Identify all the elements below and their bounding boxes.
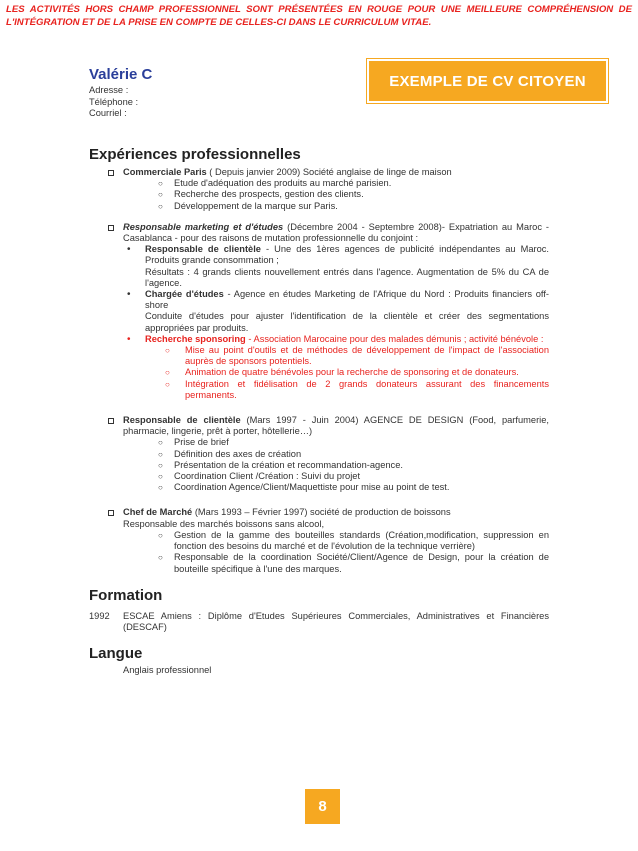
job-scope: Responsable des marchés boissons sans alcool, [123, 518, 325, 529]
formation-entry [89, 611, 549, 633]
list-item: ○ Responsable de la coordination Société/Client/Agence de Design, pour la création de bouteille spécifique à l'une des marques. [158, 552, 549, 574]
list-item: • Recherche sponsoring - Association Marocaine pour des malades démunis ; activité bénévole : ○ Mise au point d'outils et de méthodes de développement de l'impact de l'association auprès de sponsors potentiels. ○ Animation de quatre bénévoles pour la recherche de sponsoring et de donateurs. ○ Intégration et fidélisation de 2 grands donateurs assurant des financements permanents. [127, 333, 549, 400]
list-item: • Chargée d'études - Agence en études Marketing de l'Afrique du Nord : Produits financiers off-shore Conduite d'études pour ajuster l'identification de la clientèle et créer des segmentations appropriées par produits. [127, 289, 549, 333]
circle-bullet-icon: ○ [165, 368, 170, 378]
list-item: ○ Coordination Client /Création : Suivi du projet [158, 471, 361, 482]
list-item: • Responsable de clientèle - Une des 1ères agences de publicité indépendantes au Maroc. Produits grande consommation ; Résultats : 4 grands clients nouvellement entrés dans l'agence. Augmentation de 5% du CA de l'agence. [127, 244, 549, 288]
dot-bullet-icon: • [127, 244, 131, 256]
contact-block [89, 85, 138, 120]
circle-bullet-icon: ○ [158, 438, 163, 448]
job-title: Responsable de clientèle [123, 415, 241, 426]
circle-bullet-icon: ○ [158, 449, 163, 459]
square-bullet-icon [108, 510, 114, 516]
list-item: ○ Mise au point d'outils et de méthodes de développement de l'impact de l'association auprès de sponsors potentiels. [165, 345, 549, 367]
circle-bullet-icon: ○ [158, 190, 163, 200]
job-title: Commerciale Paris [123, 167, 207, 177]
job-title: Chef de Marché [123, 507, 193, 518]
dot-bullet-icon: • [127, 289, 131, 301]
list-item: ○ Définition des axes de création [158, 448, 302, 459]
circle-bullet-icon: ○ [158, 472, 163, 482]
contact-address: Adresse : [89, 85, 129, 95]
circle-bullet-icon: ○ [158, 179, 163, 189]
job-entry [89, 167, 549, 212]
contact-email: Courriel : [89, 108, 127, 118]
list-item: ○ Présentation de la création et recommandation-agence. [158, 459, 403, 470]
circle-bullet-icon: ○ [165, 346, 170, 356]
job-tasks [123, 178, 549, 212]
list-item: ○ Animation de quatre bénévoles pour la recherche de sponsoring et de donateurs. [165, 367, 519, 378]
job-description: (Décembre 2004 - Septembre 2008)- Expatriation au Maroc - Casablanca - pour des raisons de mutation professionnelle du conjoint : [123, 221, 550, 244]
page-number-badge: 8 [305, 789, 340, 824]
language-heading: Langue [89, 645, 143, 663]
job-description: ( Depuis janvier 2009) Société anglaise de linge de maison [206, 167, 452, 177]
formation-section [89, 587, 549, 633]
square-bullet-icon [108, 418, 114, 424]
list-item: ○ Coordination Agence/Client/Maquettiste pour mise au point de test. [158, 482, 450, 493]
job-description: (Mars 1993 – Février 1997) société de production de boissons [192, 507, 451, 518]
job-description: (Mars 1997 - Juin 2004) AGENCE DE DESIGN (Food, parfumerie, pharmacie, lingerie, prêt à porter, hôtellerie…) [123, 415, 549, 437]
formation-year: 1992 [89, 610, 110, 621]
list-item: ○ Recherche des prospects, gestion des clients. [158, 189, 364, 200]
job-title: Responsable marketing et d'études [123, 221, 284, 232]
circle-bullet-icon: ○ [158, 201, 163, 211]
list-item: ○ Développement de la marque sur Paris. [158, 200, 338, 211]
candidate-name: Valérie C [89, 66, 153, 83]
language-section [89, 645, 549, 676]
job-tasks [123, 437, 549, 493]
cv-example-banner: EXEMPLE DE CV CITOYEN [367, 59, 608, 103]
job-tasks [123, 530, 549, 575]
circle-bullet-icon: ○ [158, 483, 163, 493]
volunteer-tasks [145, 345, 549, 401]
language-text: Anglais professionnel [123, 665, 212, 676]
job-entry [89, 507, 549, 574]
formation-text: ESCAE Amiens : Diplôme d'Etudes Supérieures Commerciales, Administratives et Financières (DESCAF) [123, 610, 549, 632]
square-bullet-icon [108, 170, 114, 176]
list-item: ○ Etude d'adéquation des produits au marché parisien. [158, 178, 392, 189]
formation-heading: Formation [89, 586, 163, 604]
contact-phone: Téléphone : [89, 96, 139, 107]
list-item: ○ Gestion de la gamme des bouteilles standards (Création,modification, suppression en fonction des besoins du marché et de l'évolution de la technique verrière) [158, 529, 549, 552]
square-bullet-icon [108, 225, 114, 231]
cv-body [89, 146, 549, 676]
circle-bullet-icon: ○ [165, 379, 170, 389]
dot-bullet-icon: • [127, 333, 131, 345]
list-item: ○ Prise de brief [158, 437, 229, 448]
role-extra: Conduite d'études pour ajuster l'identification de la clientèle et créer des segmentations appropriées par produits. [145, 311, 549, 333]
header-note: LES ACTIVITÉS HORS CHAMP PROFESSIONNEL SONT PRÉSENTÉES EN ROUGE POUR UNE MEILLEURE COMPRÉHENSION DE L'INTÉGRATION ET DE LA PRISE EN COMPTE DE CELLES-CI DANS LE CURRICULUM VITAE. [6, 4, 632, 28]
job-entry [89, 415, 549, 493]
circle-bullet-icon: ○ [158, 530, 163, 540]
role-results: Résultats : 4 grands clients nouvellement entrés dans l'agence. Augmentation de 5% du CA de l'agence. [145, 266, 549, 288]
role-list [123, 244, 549, 401]
circle-bullet-icon: ○ [158, 460, 163, 470]
experience-heading: Expériences professionnelles [89, 146, 301, 163]
job-entry [89, 222, 549, 401]
circle-bullet-icon: ○ [158, 553, 163, 563]
list-item: ○ Intégration et fidélisation de 2 grands donateurs assurant des financements permanents. [165, 378, 549, 400]
